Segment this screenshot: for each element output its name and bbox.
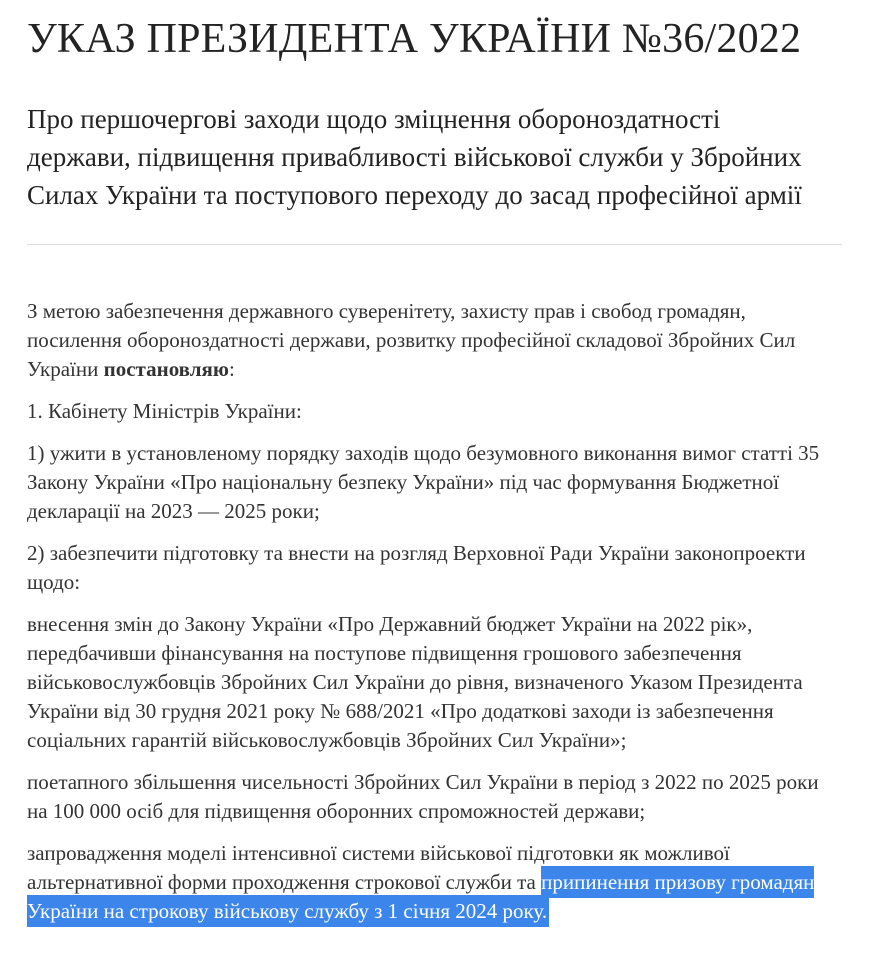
paragraph-subitem-2: 2) забезпечити підготовку та внести на розгляд Верховної Ради України законопроекти щодо: [27,541,806,595]
preamble-bold-word: постановляю [103,357,229,382]
paragraph-budget-amendments: внесення змін до Закону України «Про Державний бюджет України на 2022 рік», передбачивши фінансування на поступове підвищення грошового забезпечення військовослужбовців Збройних Сил України до рівня, визначеного Указом Президента України від 30 грудня 2021 року № 688/2021 «Про додаткові заходи із забезпечення соціальних гарантій військовослужбовців Збройних Сил України»; [27,612,803,753]
paragraph-preamble [27,297,842,384]
document-subtitle: Про першочергові заходи щодо зміцнення обороноздатності держави, підвищення привабливості військової служби у Збройних Силах України та поступового переходу до засад професійної армії [27,104,802,211]
preamble-colon: : [228,357,235,382]
selected-text-highlight: припинення призову громадян України на строкову військову службу з 1 січня 2024 року. [27,866,814,927]
conscription-text: запровадження моделі інтенсивної системи військової підготовки як можливої альтернативної форми проходження строкової служби та [27,841,730,895]
document-title: УКАЗ ПРЕЗИДЕНТА УКРАЇНИ №36/2022 [27,16,802,62]
paragraph-conscription [27,839,842,926]
document-body [27,297,842,926]
divider [27,244,842,245]
paragraph-personnel-increase: поетапного збільшення чисельності Збройних Сил України в період з 2022 по 2025 роки на 100 000 осіб для підвищення оборонних спроможностей держави; [27,770,819,824]
preamble-text: З метою забезпечення державного суверенітету, захисту прав і свобод громадян, посилення обороноздатності держави, розвитку професійної складової Збройних Сил України [27,299,796,382]
paragraph-item-1-header: 1. Кабінету Міністрів України: [27,399,302,424]
paragraph-subitem-1: 1) ужити в установленому порядку заходів щодо безумовного виконання вимог статті 35 Закону України «Про національну безпеку України» під час формування Бюджетної декларації на 2023 — 2025 роки; [27,441,820,524]
